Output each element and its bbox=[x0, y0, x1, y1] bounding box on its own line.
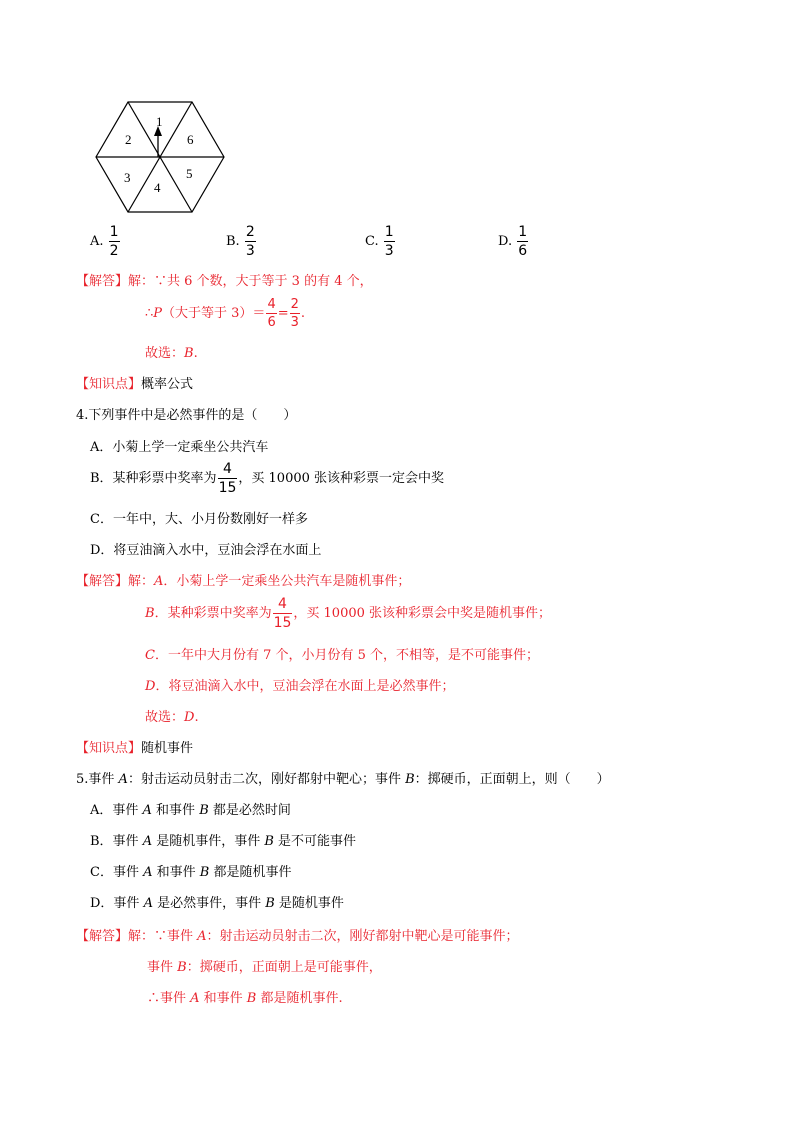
fraction-denominator: 6 bbox=[267, 315, 276, 330]
q4-answer-a bbox=[76, 570, 410, 589]
sector-label: 4 bbox=[154, 180, 161, 195]
q5-option-c bbox=[90, 861, 291, 880]
q4-knowledge-point bbox=[76, 737, 193, 756]
fraction-numerator: 1 bbox=[518, 224, 528, 240]
q3-knowledge-point bbox=[76, 373, 193, 392]
knowledge-text: 随机事件 bbox=[141, 741, 194, 756]
fraction-denominator: 3 bbox=[245, 243, 255, 259]
sector-label: 6 bbox=[187, 132, 194, 147]
option-fraction bbox=[245, 225, 256, 258]
event-b-symbol: B bbox=[265, 896, 275, 911]
period: . bbox=[193, 346, 198, 361]
option-text: B．某种彩票中奖率为 bbox=[90, 471, 217, 486]
knowledge-tag: 【知识点】 bbox=[76, 377, 142, 392]
q3-option-b bbox=[226, 225, 257, 258]
q4-choose bbox=[145, 706, 199, 725]
equals-sign: = bbox=[277, 306, 289, 321]
event-b-symbol: B bbox=[199, 803, 209, 818]
q4-answer-b bbox=[145, 597, 551, 630]
event-b-symbol: B bbox=[199, 865, 210, 880]
knowledge-tag: 【知识点】 bbox=[76, 741, 142, 756]
choose-letter: B bbox=[184, 346, 194, 361]
knowledge-text: 概率公式 bbox=[141, 377, 194, 392]
fraction-numerator: 2 bbox=[290, 297, 299, 312]
fraction-denominator: 3 bbox=[384, 243, 394, 259]
spinner-figure bbox=[90, 98, 230, 218]
answer-text: ：掷硬币，正面朝上是可能事件， bbox=[186, 960, 382, 975]
event-b-symbol: B bbox=[246, 991, 257, 1006]
answer-tag: 【解答】 bbox=[76, 274, 129, 289]
q4-stem: 4.下列事件中是必然事件的是（ ） bbox=[76, 408, 297, 423]
fraction-denominator: 6 bbox=[518, 243, 528, 259]
choose-label: 故选： bbox=[145, 346, 185, 361]
q5-option-a bbox=[90, 799, 291, 818]
answer-text: 解：∵事件 bbox=[128, 929, 198, 944]
answer-text: ．将豆油滴入水中，豆油会浮在水面上是必然事件； bbox=[155, 679, 455, 694]
answer-fraction bbox=[266, 298, 276, 329]
fraction-denominator: 15 bbox=[273, 615, 292, 631]
sector-label: 2 bbox=[125, 132, 132, 147]
answer-text: 事件 bbox=[147, 960, 178, 975]
stem-text: ：掷硬币，正面朝上，则（ ） bbox=[414, 772, 610, 787]
q5-stem bbox=[76, 768, 610, 787]
q4-answer-c bbox=[145, 644, 539, 663]
fraction-numerator: 4 bbox=[267, 297, 276, 312]
option-fraction bbox=[517, 225, 528, 258]
answer-text: ．小菊上学一定乘坐公共汽车是随机事件； bbox=[163, 574, 411, 589]
sector-label: 3 bbox=[124, 170, 131, 185]
option-letter: D. bbox=[498, 234, 513, 249]
answer-letter: A bbox=[154, 574, 164, 589]
answer-text: 解：∵共 6 个数，大于等于 3 的有 4 个， bbox=[128, 274, 373, 289]
event-b-symbol: B bbox=[264, 834, 274, 849]
q3-choose bbox=[145, 342, 198, 361]
option-text: 都是随机事件 bbox=[209, 865, 292, 880]
answer-tag: 【解答】 bbox=[76, 929, 129, 944]
answer-tag: 【解答】 bbox=[76, 574, 129, 589]
option-text: A．事件 bbox=[90, 803, 143, 818]
option-letter: B. bbox=[226, 234, 240, 249]
option-text: D．事件 bbox=[90, 896, 144, 911]
answer-text: （大于等于 3）＝ bbox=[162, 306, 266, 321]
fraction-denominator: 15 bbox=[218, 480, 237, 496]
choose-letter: D bbox=[184, 710, 195, 725]
spinner-arrow bbox=[154, 126, 162, 157]
option-text: 是不可能事件 bbox=[273, 834, 357, 849]
option-text: ，买 10000 张该种彩票一定会中奖 bbox=[238, 471, 445, 486]
q3-answer-line-1 bbox=[76, 270, 373, 289]
event-a-symbol: A bbox=[143, 896, 153, 911]
stem-text: 5.事件 bbox=[76, 772, 119, 787]
therefore-symbol: ∴ bbox=[145, 306, 154, 321]
answer-fraction bbox=[290, 298, 300, 329]
choose-label: 故选： bbox=[145, 710, 185, 725]
stem-text: ：射击运动员射击二次，刚好都射中靶心；事件 bbox=[127, 772, 406, 787]
q5-answer-line-1 bbox=[76, 925, 519, 944]
event-a-symbol: A bbox=[142, 803, 152, 818]
answer-text: ：射击运动员射击二次，刚好都射中靶心是可能事件； bbox=[206, 929, 519, 944]
option-text: 是随机事件，事件 bbox=[152, 834, 265, 849]
q4-answer-d bbox=[145, 675, 454, 694]
answer-text: ，买 10000 张该种彩票会中奖是随机事件； bbox=[293, 606, 552, 621]
event-a-symbol: A bbox=[197, 929, 207, 944]
option-fraction bbox=[109, 225, 120, 258]
option-text: B．事件 bbox=[90, 834, 143, 849]
q3-option-c bbox=[365, 225, 396, 258]
fraction-numerator: 2 bbox=[245, 224, 255, 240]
answer-text: 和事件 bbox=[199, 991, 247, 1006]
q5-option-b bbox=[90, 830, 356, 849]
answer-text: 都是随机事件. bbox=[256, 991, 343, 1006]
q4-option-b bbox=[90, 462, 444, 495]
period: . bbox=[194, 710, 199, 725]
option-text: 都是必然时间 bbox=[208, 803, 291, 818]
event-b-symbol: B bbox=[405, 772, 415, 787]
option-text: 和事件 bbox=[151, 803, 200, 818]
option-letter: C. bbox=[365, 234, 379, 249]
fraction-denominator: 2 bbox=[109, 243, 119, 259]
fraction-numerator: 4 bbox=[278, 596, 287, 612]
q4-option-d: D．将豆油滴入水中，豆油会浮在水面上 bbox=[90, 543, 322, 558]
event-b-symbol: B bbox=[177, 960, 187, 975]
answer-text: 解： bbox=[128, 574, 155, 589]
option-text: 和事件 bbox=[152, 865, 200, 880]
option-text: 是必然事件，事件 bbox=[152, 896, 266, 911]
answer-letter: D bbox=[145, 679, 156, 694]
q3-option-d bbox=[498, 225, 529, 258]
answer-text: ∴事件 bbox=[147, 991, 191, 1006]
answer-fraction bbox=[273, 597, 293, 630]
answer-text: ．某种彩票中奖率为 bbox=[154, 606, 272, 621]
answer-text: ．一年中大月份有 7 个，小月份有 5 个，不相等，是不可能事件； bbox=[154, 648, 540, 663]
option-text: 是随机事件 bbox=[274, 896, 344, 911]
fraction-numerator: 1 bbox=[109, 224, 119, 240]
fraction-denominator: 3 bbox=[290, 315, 299, 330]
answer-letter: C bbox=[145, 648, 155, 663]
q5-option-d bbox=[90, 892, 344, 911]
option-fraction bbox=[218, 462, 238, 495]
period: . bbox=[300, 306, 306, 321]
sector-label: 1 bbox=[156, 114, 163, 129]
event-a-symbol: A bbox=[143, 865, 153, 880]
answer-letter: B bbox=[145, 606, 155, 621]
prob-symbol: P bbox=[153, 306, 163, 321]
event-a-symbol: A bbox=[142, 834, 153, 849]
option-text: C．事件 bbox=[90, 865, 144, 880]
q5-answer-line-2 bbox=[147, 956, 382, 975]
q3-option-a bbox=[90, 225, 121, 258]
sector-label: 5 bbox=[186, 166, 193, 181]
fraction-numerator: 4 bbox=[223, 461, 232, 477]
q3-answer-line-2 bbox=[145, 298, 305, 329]
q4-option-c: C．一年中，大、小月份数刚好一样多 bbox=[90, 512, 308, 527]
option-fraction bbox=[384, 225, 395, 258]
event-a-symbol: A bbox=[190, 991, 200, 1006]
q4-option-a: A．小菊上学一定乘坐公共汽车 bbox=[90, 440, 269, 455]
option-letter: A. bbox=[90, 234, 104, 249]
event-a-symbol: A bbox=[118, 772, 128, 787]
fraction-numerator: 1 bbox=[384, 224, 394, 240]
q5-answer-line-3 bbox=[147, 987, 343, 1006]
